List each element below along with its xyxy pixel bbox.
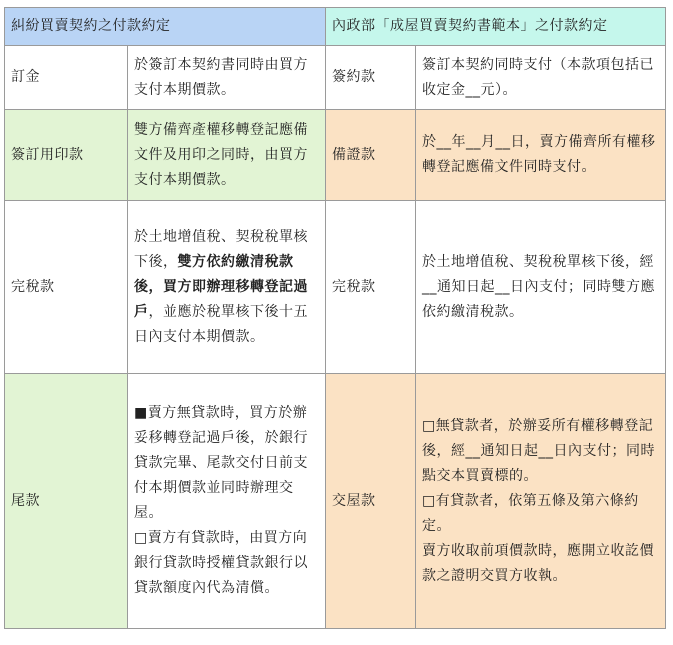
left-term-cell: 尾款 bbox=[5, 374, 128, 629]
left-desc-emphasis: 雙方依約繳清稅款後，買方即辦理移轉登記過戶 bbox=[134, 253, 308, 320]
left-desc-part: ，並應於稅單核下後十五日內支付本期價款。 bbox=[134, 303, 308, 345]
left-desc-cell bbox=[128, 201, 326, 374]
payment-terms-table bbox=[4, 7, 666, 629]
right-term-cell: 備證款 bbox=[326, 110, 416, 201]
left-desc-paragraph: ■賣方無貸款時，買方於辦妥移轉登記過戶後，於銀行貸款完畢、尾款交付日前支付本期價款並同時辦理交屋。 bbox=[134, 405, 308, 521]
left-term-cell: 完稅款 bbox=[5, 201, 128, 374]
table-row bbox=[5, 374, 666, 629]
left-desc-part: 於土地增值稅、契稅稅單核下後， bbox=[134, 228, 308, 270]
right-desc-paragraph: □無貸款者，於辦妥所有權移轉登記後，經__通知日起__日內支付；同時點交本買賣標的。 bbox=[422, 417, 655, 484]
header-dispute-contract: 糾紛買賣契約之付款約定 bbox=[5, 8, 326, 46]
left-desc-cell: 雙方備齊產權移轉登記應備文件及用印之同時，由買方支付本期價款。 bbox=[128, 110, 326, 201]
right-desc-cell: 於__年__月__日，賣方備齊所有權移轉登記應備文件同時支付。 bbox=[416, 110, 666, 201]
right-desc-cell: 簽訂本契約同時支付（本款項包括已收定金__元）。 bbox=[416, 46, 666, 110]
table-row bbox=[5, 46, 666, 110]
left-term-cell: 訂金 bbox=[5, 46, 128, 110]
right-term-cell: 完稅款 bbox=[326, 201, 416, 374]
right-desc-cell: 於土地增值稅、契稅稅單核下後，經__通知日起__日內支付；同時雙方應依約繳清稅款。 bbox=[416, 201, 666, 374]
left-desc-cell: 於簽訂本契約書同時由買方支付本期價款。 bbox=[128, 46, 326, 110]
right-desc-paragraph: □有貸款者，依第五條及第六條約定。 bbox=[422, 492, 639, 534]
header-ministry-template: 內政部「成屋買賣契約書範本」之付款約定 bbox=[326, 8, 666, 46]
table-row bbox=[5, 110, 666, 201]
right-desc-cell bbox=[416, 374, 666, 629]
table-row bbox=[5, 201, 666, 374]
table-header-row bbox=[5, 8, 666, 46]
left-term-cell: 簽訂用印款 bbox=[5, 110, 128, 201]
right-term-cell: 簽約款 bbox=[326, 46, 416, 110]
left-desc-paragraph: □賣方有貸款時，由買方向銀行貸款時授權貸款銀行以貸款額度內代為清償。 bbox=[134, 530, 308, 596]
right-desc-paragraph: 賣方收取前項價款時，應開立收訖價款之證明交買方收執。 bbox=[422, 542, 654, 584]
left-desc-cell bbox=[128, 374, 326, 629]
right-term-cell: 交屋款 bbox=[326, 374, 416, 629]
